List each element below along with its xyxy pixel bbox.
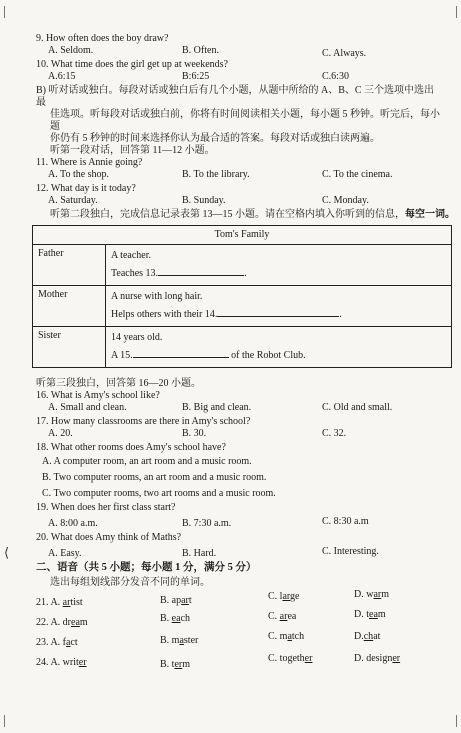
phonetics-option[interactable] <box>36 597 83 609</box>
table-row-father <box>33 245 452 286</box>
crop-mark-bottom-right <box>446 715 457 727</box>
table-row-mother <box>33 286 452 327</box>
word-suffix: m <box>182 658 191 670</box>
section-b-line-1: B) 听对话或独白。每段对话或独白后有几个小题，从题中所给的 A、B、C 三个选项中选出最 <box>36 85 435 108</box>
word-prefix: B. m <box>160 634 180 646</box>
underlined-segment: ar <box>282 590 291 602</box>
word-prefix: writ <box>62 656 79 668</box>
phonetics-row <box>36 652 444 675</box>
phonetics-option[interactable] <box>268 591 300 603</box>
phonetics-grid <box>36 588 444 675</box>
word-suffix: tist <box>70 596 83 608</box>
q18-option-b[interactable]: B. Two computer rooms, an art room and a music room. <box>42 472 267 483</box>
word-prefix: B. <box>160 612 172 624</box>
q20-option-a[interactable]: A. Easy. <box>48 548 82 559</box>
phonetics-option[interactable] <box>354 631 380 643</box>
question-10-options <box>36 71 444 85</box>
underlined-segment: a <box>66 636 71 648</box>
row-line-1: A teacher. <box>111 250 151 261</box>
word-suffix: ct <box>70 636 78 648</box>
row-line-end: . <box>339 309 342 320</box>
q12-option-b[interactable]: B. Sunday. <box>182 195 226 206</box>
answer-blank-13[interactable] <box>158 266 244 276</box>
crop-mark-bottom-left <box>4 715 15 727</box>
section-two-instructions: 选出每组划线部分发音不同的单词。 <box>50 576 210 588</box>
underlined-segment: a <box>179 634 184 646</box>
question-10-stem: 10. What time does the girl get up at weekends? <box>36 59 228 70</box>
question-19-stem: 19. When does her first class start? <box>36 502 176 513</box>
table-row-sister <box>33 327 452 368</box>
part-2-text: 听第二段独白，完成信息记录表第 13—15 小题。请在空格内填入你听到的信息， <box>50 209 405 220</box>
underlined-segment: ea <box>171 612 181 624</box>
q11-option-a[interactable]: A. To the shop. <box>48 169 110 180</box>
word-prefix: C. togeth <box>268 652 305 664</box>
phonetics-option[interactable] <box>268 653 312 665</box>
word-suffix: m <box>377 608 386 620</box>
question-12-stem: 12. What day is it today? <box>36 183 136 194</box>
word-suffix: ea <box>287 610 297 622</box>
word-prefix: D. design <box>354 652 393 664</box>
underlined-segment: ar <box>279 610 288 622</box>
question-16-options <box>36 402 444 416</box>
word-suffix: ch <box>180 612 191 624</box>
q17-option-b[interactable]: B. 30. <box>182 428 207 439</box>
question-11-options <box>36 169 444 183</box>
underlined-segment: ch <box>363 630 374 642</box>
underlined-segment: a <box>287 630 292 642</box>
margin-mark: ⟨ <box>4 545 10 560</box>
exam-page <box>36 33 455 675</box>
phonetics-row <box>36 630 444 655</box>
section-two-title: 二、语音（共 5 小题；每小题 1 分，满分 5 分） <box>36 562 257 573</box>
phonetics-option[interactable] <box>36 657 87 669</box>
q19-option-a[interactable]: A. 8:00 a.m. <box>48 518 98 529</box>
word-prefix: D. <box>354 630 364 642</box>
family-info-table <box>32 225 452 368</box>
q10-option-b[interactable]: B:6:25 <box>182 71 210 82</box>
q19-option-b[interactable]: B. 7:30 a.m. <box>182 518 232 529</box>
underlined-segment: er <box>392 652 401 664</box>
question-9-options <box>36 45 444 59</box>
phonetics-number: 21. A. <box>36 596 63 608</box>
q10-option-a[interactable]: A.6:15 <box>48 71 76 82</box>
row-label: Sister <box>33 327 106 368</box>
q16-option-a[interactable]: A. Small and clean. <box>48 402 127 413</box>
section-b-line-3: 你仍有 5 秒钟的时间来选择你认为最合适的答案。每段对话或独白读两遍。 <box>50 133 380 144</box>
underlined-segment: ea <box>71 616 80 628</box>
part-2-emphasis: 每空一词。 <box>405 209 455 220</box>
part-3-instructions: 听第三段独白，回答第 16—20 小题。 <box>36 378 201 389</box>
word-suffix: m <box>79 616 88 628</box>
phonetics-number: 22. A. <box>36 616 63 628</box>
section-b-line-4: 听第一段对话，回答第 11—12 小题。 <box>50 145 215 156</box>
q10-option-c[interactable]: C.6:30 <box>322 71 349 82</box>
q16-option-c[interactable]: C. Old and small. <box>322 402 393 413</box>
question-20-stem: 20. What does Amy think of Maths? <box>36 532 182 543</box>
row-label: Mother <box>33 286 106 327</box>
answer-blank-15[interactable] <box>133 348 229 358</box>
phonetics-option[interactable] <box>36 637 78 649</box>
phonetics-number: 23. A. <box>36 636 63 648</box>
word-prefix: B. ap <box>160 594 182 606</box>
word-prefix: C. l <box>268 590 283 602</box>
word-suffix: t <box>188 594 192 606</box>
row-line-end: of the Robot Club. <box>231 350 306 361</box>
q20-option-b[interactable]: B. Hard. <box>182 548 217 559</box>
q9-option-a[interactable]: A. Seldom. <box>48 45 94 56</box>
word-prefix: D. t <box>354 608 369 620</box>
word-prefix: C. m <box>268 630 288 642</box>
phonetics-option[interactable] <box>160 613 190 625</box>
word-suffix: tch <box>291 630 305 642</box>
q12-option-c[interactable]: C. Monday. <box>322 195 369 206</box>
part-2-instructions <box>36 209 455 221</box>
underlined-segment: er <box>304 652 313 664</box>
phonetics-option[interactable] <box>354 653 400 665</box>
phonetics-option[interactable] <box>160 635 198 647</box>
table-title: Tom's Family <box>33 226 452 245</box>
row-line-2: A 15. <box>111 350 133 361</box>
word-prefix: B. t <box>160 658 175 670</box>
phonetics-option[interactable] <box>36 617 88 629</box>
question-11-stem: 11. Where is Annie going? <box>36 157 143 168</box>
q20-option-c[interactable]: C. Interesting. <box>322 546 379 557</box>
row-line-1: 14 years old. <box>111 332 163 343</box>
underlined-segment: ar <box>373 588 382 600</box>
question-17-options <box>36 428 444 442</box>
underlined-segment: ea <box>369 608 378 620</box>
q17-option-c[interactable]: C. 32. <box>322 428 347 439</box>
word-suffix: m <box>381 588 390 600</box>
word-prefix: D. w <box>354 588 374 600</box>
underlined-segment: ar <box>62 596 71 608</box>
q12-option-a[interactable]: A. Saturday. <box>48 195 98 206</box>
word-suffix: ge <box>290 590 300 602</box>
word-prefix: dr <box>62 616 72 628</box>
phonetics-option[interactable] <box>354 609 386 621</box>
word-suffix: ster <box>183 634 199 646</box>
q18-option-c[interactable]: C. Two computer rooms, two art rooms and a music room. <box>42 488 276 499</box>
q19-option-c[interactable]: C. 8:30 a.m <box>322 516 369 527</box>
q9-option-c[interactable]: C. Always. <box>322 48 367 59</box>
phonetics-number: 24. A. <box>36 656 63 668</box>
row-line-2: Helps others with their 14. <box>111 309 218 320</box>
q11-option-b[interactable]: B. To the library. <box>182 169 250 180</box>
section-b-instructions <box>36 85 444 157</box>
q16-option-b[interactable]: B. Big and clean. <box>182 402 252 413</box>
phonetics-option[interactable] <box>268 611 296 623</box>
row-line-end: . <box>244 268 247 279</box>
question-19-options <box>36 514 444 532</box>
word-prefix: C. <box>268 610 280 622</box>
q11-option-c[interactable]: C. To the cinema. <box>322 169 393 180</box>
section-b-line-2: 佳选项。听每段对话或独白前，你将有时间阅读相关小题，每小题 5 秒钟。听完后，每小题 <box>50 109 440 132</box>
question-9-stem: 9. How often does the boy draw? <box>36 33 169 44</box>
row-line-2: Teaches 13. <box>111 268 159 279</box>
answer-blank-14[interactable] <box>217 307 339 317</box>
crop-mark-top-right <box>446 6 457 18</box>
phonetics-option[interactable] <box>354 589 389 601</box>
q9-option-b[interactable]: B. Often. <box>182 45 219 56</box>
q18-option-a[interactable]: A. A computer room, an art room and a music room. <box>42 456 252 467</box>
phonetics-option[interactable] <box>160 595 192 607</box>
phonetics-option[interactable] <box>268 631 304 643</box>
question-16-stem: 16. What is Amy's school like? <box>36 390 160 401</box>
row-line-1: A nurse with long hair. <box>111 291 203 302</box>
crop-mark-top-left <box>4 6 15 18</box>
question-17-stem: 17. How many classrooms are there in Amy's school? <box>36 416 251 427</box>
underlined-segment: er <box>174 658 183 670</box>
word-suffix: at <box>373 630 381 642</box>
question-20-options <box>36 544 444 562</box>
question-12-options <box>36 195 444 209</box>
phonetics-row <box>36 608 444 635</box>
q17-option-a[interactable]: A. 20. <box>48 428 73 439</box>
question-18-stem: 18. What other rooms does Amy's school have? <box>36 442 226 453</box>
underlined-segment: ar <box>181 594 189 606</box>
row-label: Father <box>33 245 106 286</box>
word-prefix: f <box>62 636 67 648</box>
underlined-segment: er <box>78 656 87 668</box>
phonetics-option[interactable] <box>160 659 190 671</box>
